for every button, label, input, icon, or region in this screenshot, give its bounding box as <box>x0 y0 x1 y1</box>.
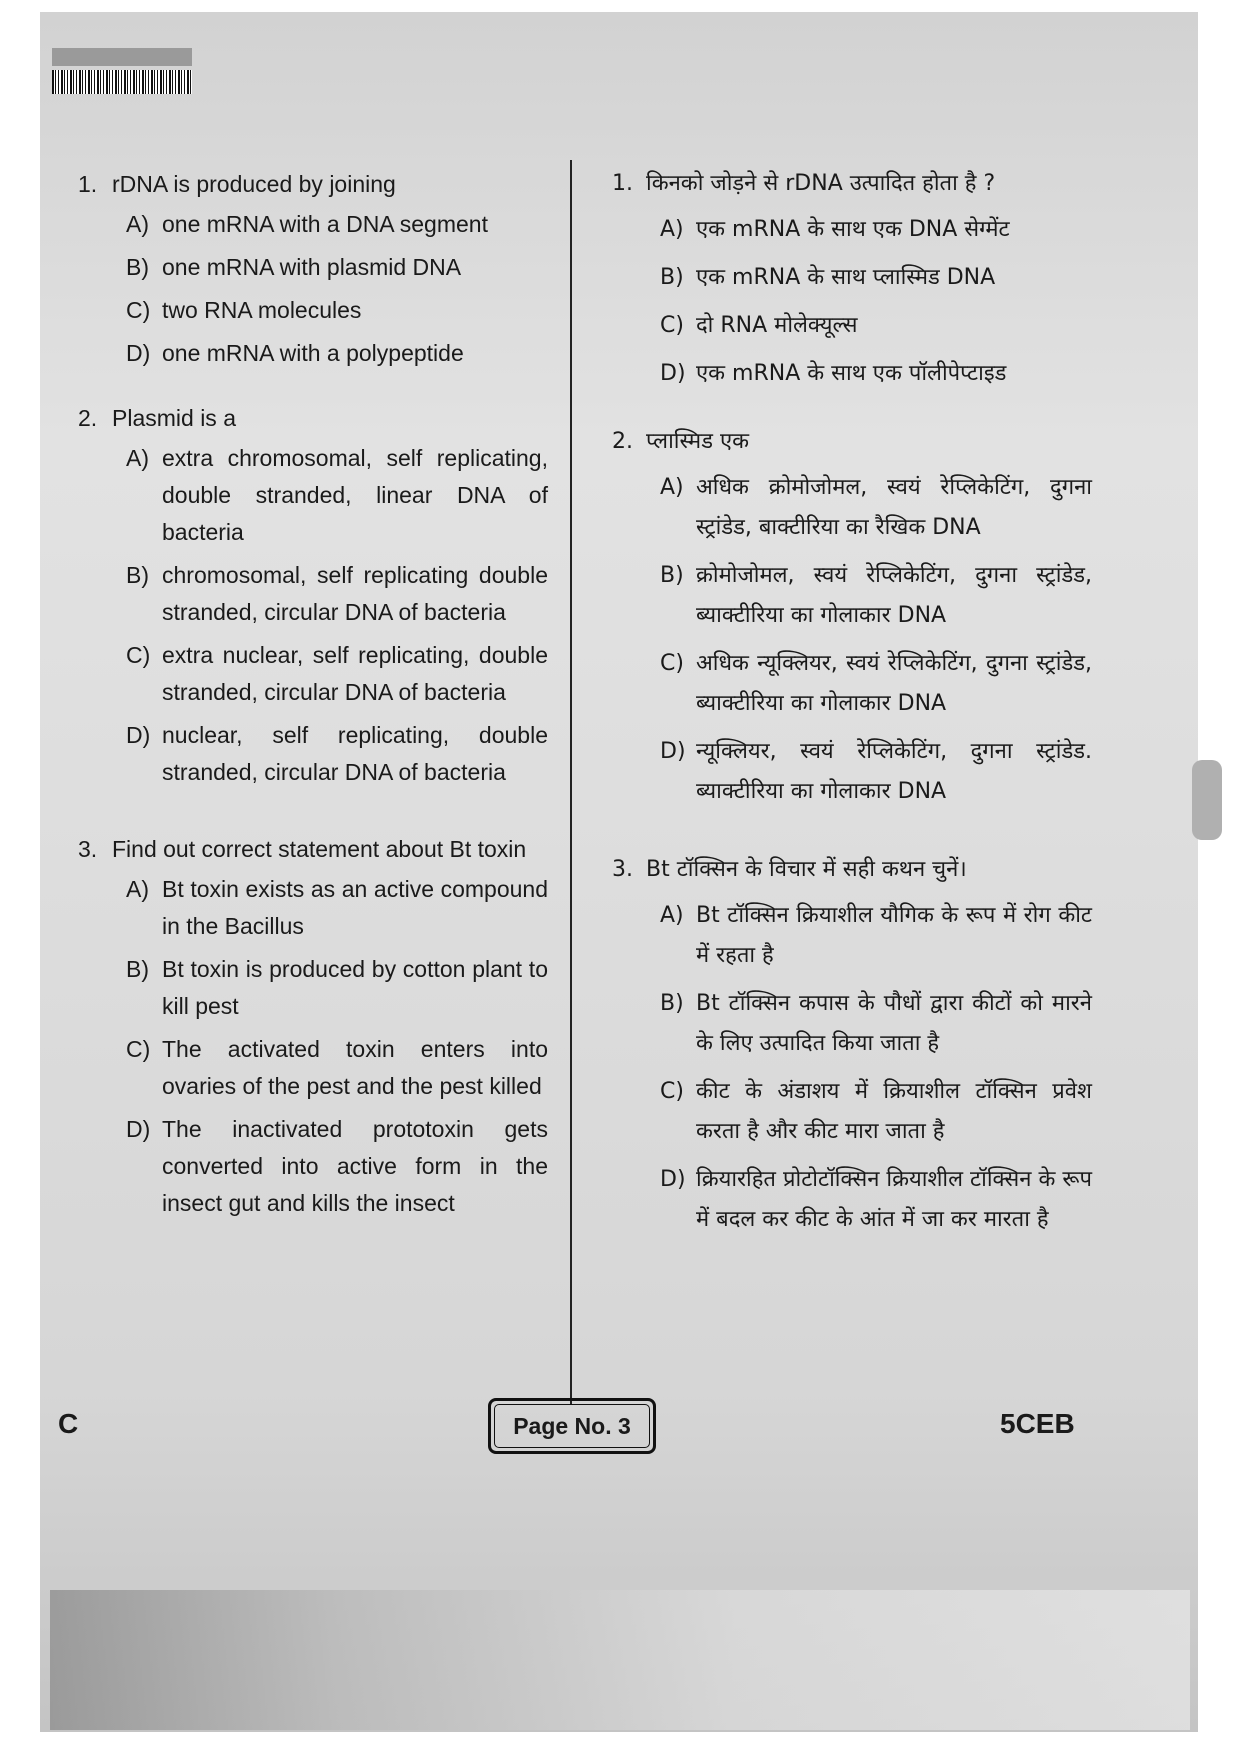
question-text: Find out correct statement about Bt toxin <box>112 836 527 862</box>
option-b: B) एक mRNA के साथ प्लास्मिड DNA <box>660 265 996 290</box>
question-1-hi <box>612 166 1092 394</box>
page-tab-shadow <box>1192 760 1222 840</box>
option-d: D) one mRNA with a polypeptide <box>126 340 464 366</box>
option-c: C) The activated toxin enters into ovaries of the pest and the pest killed <box>126 1036 548 1099</box>
question-number: 3. <box>612 857 633 882</box>
option-b: B) Bt टॉक्सिन कपास के पौधों द्वारा कीटों को मारने के लिए उत्पादित किया जाता है <box>660 991 1092 1056</box>
column-divider <box>570 160 572 1405</box>
english-column <box>78 168 548 1222</box>
option-c: C) extra nuclear, self replicating, double stranded, circular DNA of bacteria <box>126 642 548 705</box>
question-number: 2. <box>78 405 98 431</box>
option-d: D) क्रियारहित प्रोटोटॉक्सिन क्रियाशील टॉक्सिन के रूप में बदल कर कीट के आंत में जा कर मारता है <box>660 1167 1092 1232</box>
question-number: 1. <box>78 171 98 197</box>
option-b: B) Bt toxin is produced by cotton plant to kill pest <box>126 956 548 1019</box>
question-text: Plasmid is a <box>112 405 236 431</box>
question-2-en <box>78 402 548 791</box>
option-a: A) one mRNA with a DNA segment <box>126 211 488 237</box>
question-3-hi <box>612 852 1092 1240</box>
option-d: D) nuclear, self replicating, double stranded, circular DNA of bacteria <box>126 722 548 785</box>
option-b: B) chromosomal, self replicating double stranded, circular DNA of bacteria <box>126 562 548 625</box>
option-c: C) कीट के अंडाशय में क्रियाशील टॉक्सिन प्रवेश करता है और कीट मारा जाता है <box>660 1079 1092 1144</box>
option-c: C) अधिक न्यूक्लियर, स्वयं रेप्लिकेटिंग, दुगना स्ट्रांडेड, ब्याक्टीरिया का गोलाकार DNA <box>660 651 1092 716</box>
question-2-hi <box>612 424 1092 812</box>
question-text: rDNA is produced by joining <box>112 171 396 197</box>
question-text: प्लास्मिड एक <box>646 429 750 454</box>
question-number: 2. <box>612 429 633 454</box>
option-d: D) The inactivated prototoxin gets converted into active form in the insect gut and kills the insect <box>126 1116 548 1216</box>
series-letter: C <box>58 1408 79 1439</box>
question-number: 1. <box>612 171 633 196</box>
scan-shadow <box>50 1590 1190 1730</box>
option-a: A) Bt toxin exists as an active compound in the Bacillus <box>126 876 548 939</box>
question-1-en <box>78 168 548 372</box>
option-a: A) extra chromosomal, self replicating, double stranded, linear DNA of bacteria <box>126 445 548 545</box>
option-d: D) न्यूक्लियर, स्वयं रेप्लिकेटिंग, दुगना स्ट्रांडेड. ब्याक्टीरिया का गोलाकार DNA <box>660 739 1092 804</box>
booklet-code: 5CEB <box>1000 1408 1075 1439</box>
option-d: D) एक mRNA के साथ एक पॉलीपेप्टाइड <box>660 361 1007 386</box>
hindi-column <box>612 166 1092 1240</box>
option-a: A) एक mRNA के साथ एक DNA सेग्मेंट <box>660 217 1010 242</box>
page-number: Page No. 3 <box>494 1404 650 1448</box>
option-a: A) Bt टॉक्सिन क्रियाशील यौगिक के रूप में रोग कीट में रहता है <box>660 903 1092 968</box>
option-c: C) दो RNA मोलेक्यूल्स <box>660 313 858 338</box>
option-b: B) क्रोमोजोमल, स्वयं रेप्लिकेटिंग, दुगना स्ट्रांडेड, ब्याक्टीरिया का गोलाकार DNA <box>660 563 1092 628</box>
barcode-label-redacted <box>52 48 192 66</box>
page-number-box <box>488 1398 656 1454</box>
option-a: A) अधिक क्रोमोजोमल, स्वयं रेप्लिकेटिंग, दुगना स्ट्रांडेड, बाक्टीरिया का रैखिक DNA <box>660 475 1092 540</box>
question-number: 3. <box>78 836 98 862</box>
option-c: C) two RNA molecules <box>126 297 362 323</box>
question-text: किनको जोड़ने से rDNA उत्पादित होता है ? <box>646 171 996 196</box>
option-b: B) one mRNA with plasmid DNA <box>126 254 462 280</box>
question-3-en <box>78 833 548 1222</box>
barcode <box>52 70 192 94</box>
question-text: Bt टॉक्सिन के विचार में सही कथन चुनें। <box>646 857 967 882</box>
